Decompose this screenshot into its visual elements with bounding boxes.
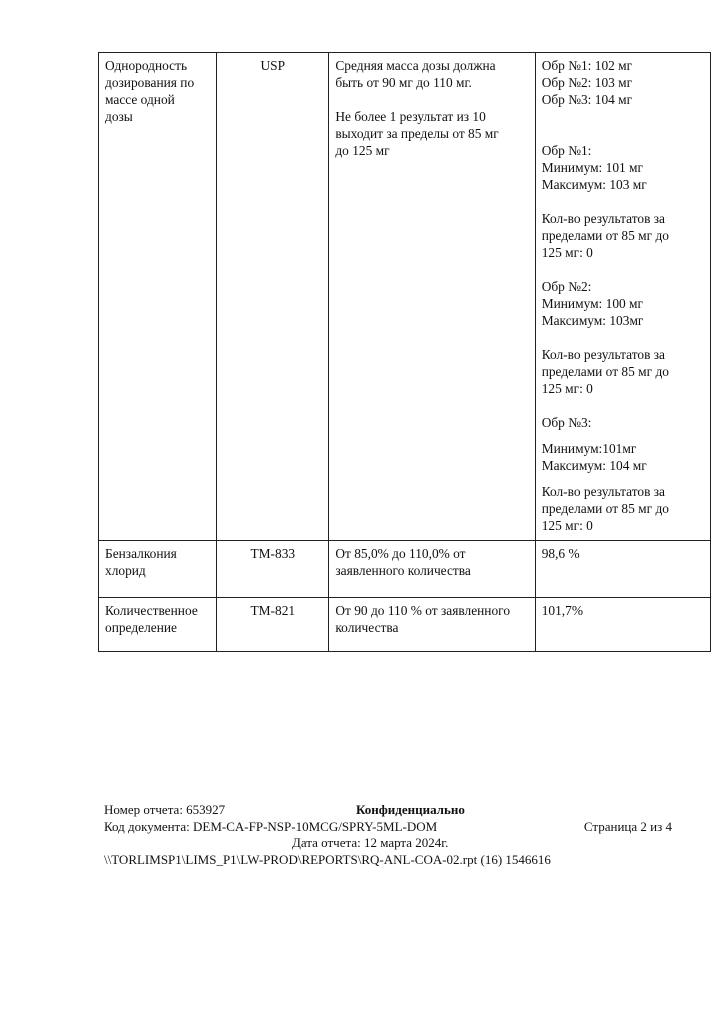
text-line: Максимум: 103мг bbox=[541, 313, 644, 328]
text-line: Средняя масса дозы должна bbox=[335, 58, 496, 73]
test-name-cell bbox=[99, 541, 217, 598]
text-line: Кол-во результатов за bbox=[541, 211, 665, 226]
footer-row bbox=[104, 802, 684, 819]
text-line: выходит за пределы от 85 мг bbox=[335, 126, 499, 141]
text-line: количества bbox=[335, 620, 399, 635]
page-footer bbox=[104, 802, 684, 868]
text-line: массе одной bbox=[105, 92, 175, 107]
report-date: Дата отчета: 12 марта 2024г. bbox=[292, 835, 449, 850]
result-value: 98,6 % bbox=[541, 546, 580, 561]
table-row bbox=[99, 541, 711, 598]
text-line: Не более 1 результат из 10 bbox=[335, 109, 486, 124]
footer-row bbox=[104, 819, 684, 836]
text-line: Обр №2: bbox=[541, 279, 592, 294]
text-line: Минимум:101мг bbox=[541, 441, 637, 456]
text-line: хлорид bbox=[105, 563, 146, 578]
method-text: USP bbox=[260, 58, 286, 73]
method-cell bbox=[217, 598, 329, 652]
text-line: Минимум: 101 мг bbox=[541, 160, 644, 175]
result-cell bbox=[535, 53, 710, 541]
method-cell bbox=[217, 53, 329, 541]
text-line: Количественное bbox=[105, 603, 198, 618]
text-line: Обр №2: 103 мг bbox=[541, 75, 633, 90]
criteria-cell bbox=[329, 53, 535, 541]
text-line: дозирования по bbox=[105, 75, 195, 90]
report-path: \\TORLIMSP1\LIMS_P1\LW-PROD\REPORTS\RQ-ANL-COA-02.rpt (16) 1546616 bbox=[104, 851, 551, 867]
result-cell bbox=[535, 598, 710, 652]
table-row bbox=[99, 53, 711, 541]
text-line: Однородность bbox=[105, 58, 188, 73]
text-line: Бензалкония bbox=[105, 546, 177, 561]
result-cell bbox=[535, 541, 710, 598]
text-line: Обр №1: 102 мг bbox=[541, 58, 633, 73]
result-value: 101,7% bbox=[541, 603, 583, 618]
document-code: Код документа: DEM-CA-FP-NSP-10MCG/SPRY-5ML-DOM bbox=[104, 818, 438, 834]
text-line: 125 мг: 0 bbox=[541, 381, 593, 396]
method-text: TM-821 bbox=[250, 603, 296, 618]
text-line: От 90 до 110 % от заявленного bbox=[335, 603, 511, 618]
text-line: От 85,0% до 110,0% от bbox=[335, 546, 466, 561]
test-name-cell bbox=[99, 53, 217, 541]
text-line: определение bbox=[105, 620, 177, 635]
text-line: заявленного количества bbox=[335, 563, 471, 578]
text-line: дозы bbox=[105, 109, 133, 124]
text-line: Обр №3: bbox=[541, 415, 592, 430]
text-line: Обр №1: bbox=[541, 143, 592, 158]
text-line: 125 мг: 0 bbox=[541, 245, 593, 260]
confidential-label: Конфиденциально bbox=[356, 802, 465, 817]
text-line: быть от 90 мг до 110 мг. bbox=[335, 75, 472, 90]
text-line: пределами от 85 мг до bbox=[541, 364, 669, 379]
text-line: до 125 мг bbox=[335, 143, 390, 158]
footer-row bbox=[104, 835, 684, 852]
criteria-cell bbox=[329, 598, 535, 652]
text-line: Минимум: 100 мг bbox=[541, 296, 644, 311]
method-cell bbox=[217, 541, 329, 598]
text-line: Кол-во результатов за bbox=[541, 484, 665, 499]
text-line: пределами от 85 мг до bbox=[541, 501, 669, 516]
table-row bbox=[99, 598, 711, 652]
method-text: TM-833 bbox=[250, 546, 296, 561]
text-line: 125 мг: 0 bbox=[541, 518, 593, 533]
text-line: Обр №3: 104 мг bbox=[541, 92, 633, 107]
test-name-cell bbox=[99, 598, 217, 652]
text-line: Максимум: 104 мг bbox=[541, 458, 647, 473]
page-number: Страница 2 из 4 bbox=[583, 818, 672, 834]
footer-row bbox=[104, 852, 684, 869]
text-line: пределами от 85 мг до bbox=[541, 228, 669, 243]
specification-table bbox=[98, 52, 711, 652]
criteria-cell bbox=[329, 541, 535, 598]
text-line: Максимум: 103 мг bbox=[541, 177, 647, 192]
text-line: Кол-во результатов за bbox=[541, 347, 665, 362]
report-number: Номер отчета: 653927 bbox=[104, 802, 226, 817]
